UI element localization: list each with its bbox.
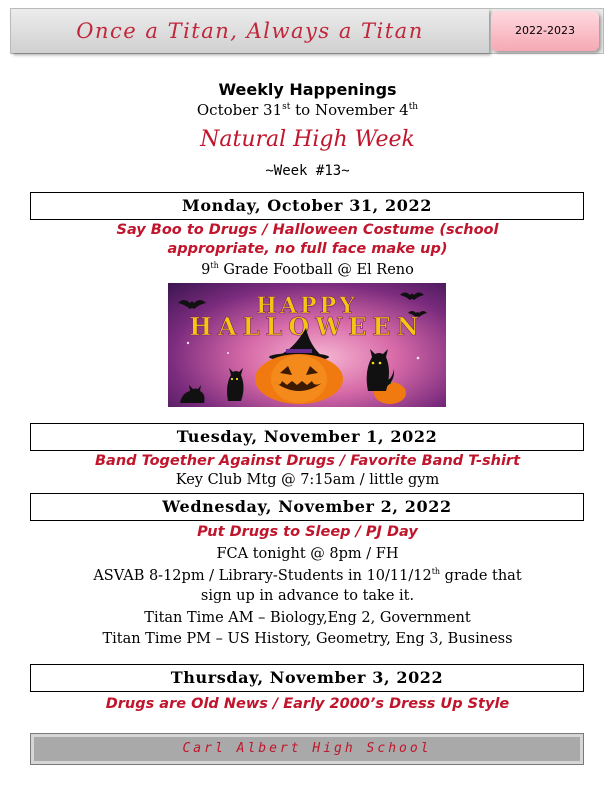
header-banner — [10, 8, 604, 54]
date-range: October 31st to November 4th — [196, 101, 419, 119]
wednesday-event-asvab-line2: sign up in advance to take it. — [200, 588, 415, 604]
school-year-badge: 2022-2023 — [491, 11, 599, 51]
day-header-thursday: Thursday, November 3, 2022 — [30, 664, 584, 692]
halloween-illustration — [168, 283, 446, 407]
day-header-monday: Monday, October 31, 2022 — [30, 192, 584, 220]
halloween-image — [168, 283, 446, 407]
page-title: Weekly Happenings — [218, 80, 397, 99]
monday-theme-line1: Say Boo to Drugs / Halloween Costume (school — [116, 222, 499, 238]
week-theme: Natural High Week — [200, 127, 415, 152]
wednesday-event-titan-pm: Titan Time PM – US History, Geometry, Eng 3, Business — [102, 631, 513, 647]
thursday-theme: Drugs are Old News / Early 2000’s Dress Up Style — [105, 696, 510, 712]
svg-text:HAPPY: HAPPY — [256, 293, 358, 319]
footer-banner — [30, 733, 584, 765]
tuesday-theme: Band Together Against Drugs / Favorite Band T-shirt — [94, 453, 521, 469]
banner-title: Once a Titan, Always a Titan — [11, 9, 489, 53]
day-header-tuesday: Tuesday, November 1, 2022 — [30, 423, 584, 451]
wednesday-event-titan-am: Titan Time AM – Biology,Eng 2, Government — [144, 610, 471, 626]
monday-event: 9th Grade Football @ El Reno — [201, 261, 414, 278]
school-name: Carl Albert High School — [182, 741, 432, 756]
week-number: ~Week #13~ — [265, 163, 350, 179]
wednesday-theme: Put Drugs to Sleep / PJ Day — [197, 524, 418, 540]
svg-text:HALLOWEEN: HALLOWEEN — [189, 312, 425, 341]
day-header-wednesday: Wednesday, November 2, 2022 — [30, 493, 584, 521]
wednesday-event-fca: FCA tonight @ 8pm / FH — [216, 546, 399, 562]
tuesday-event: Key Club Mtg @ 7:15am / little gym — [175, 472, 440, 488]
wednesday-event-asvab: ASVAB 8-12pm / Library-Students in 10/11/12th grade that — [93, 567, 522, 584]
monday-theme-line2: appropriate, no full face make up) — [167, 241, 448, 257]
